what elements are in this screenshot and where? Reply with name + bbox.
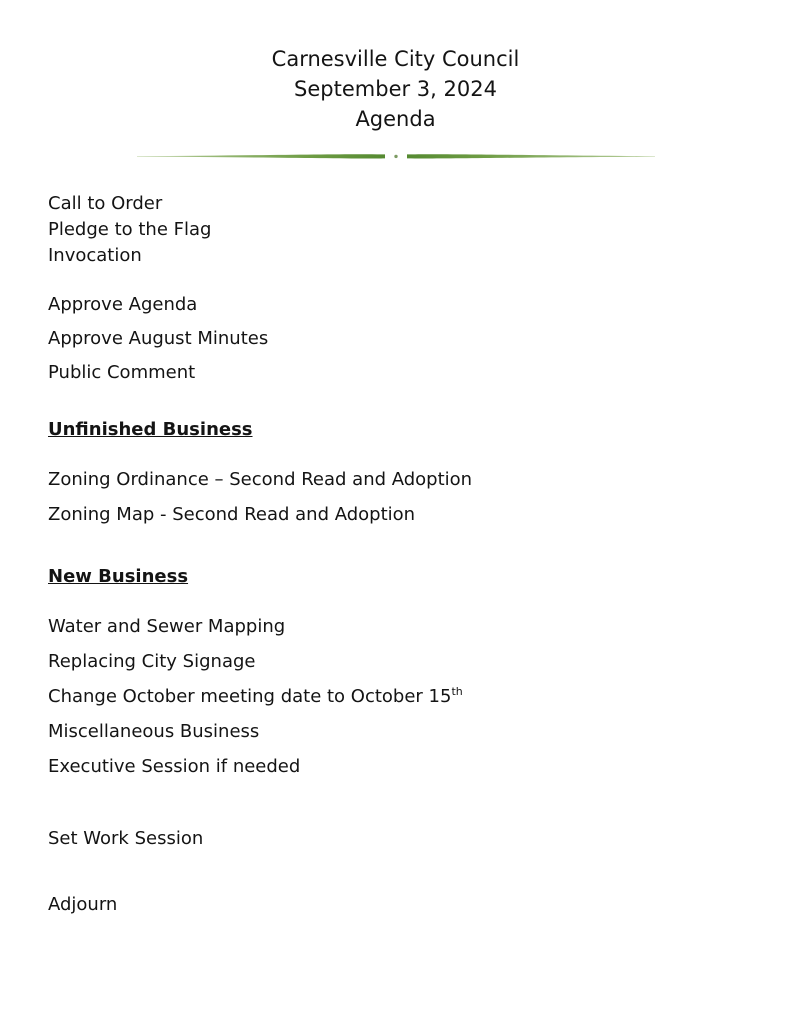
document-title: Carnesville City Council (271, 47, 520, 71)
section-heading-new-business: New Business (48, 566, 189, 587)
agenda-item-approve-agenda: Approve Agenda (48, 294, 198, 315)
agenda-item-pledge: Pledge to the Flag (48, 219, 212, 240)
section-heading-unfinished-business: Unfinished Business (48, 419, 253, 440)
agenda-item-call-to-order: Call to Order (48, 193, 163, 214)
agenda-body (48, 191, 743, 918)
document-date: September 3, 2024 (294, 77, 497, 101)
agenda-item-zoning-map: Zoning Map - Second Read and Adoption (48, 504, 416, 525)
document-header (0, 0, 791, 134)
agenda-item-water-sewer: Water and Sewer Mapping (48, 616, 286, 637)
agenda-item-zoning-ordinance: Zoning Ordinance – Second Read and Adoption (48, 469, 473, 490)
agenda-item-october-meeting-text: Change October meeting date to October 15 (48, 686, 452, 707)
divider-flourish-graphic (137, 152, 655, 161)
agenda-item-adjourn: Adjourn (48, 894, 118, 915)
opening-items-section (48, 191, 743, 269)
agenda-item-miscellaneous: Miscellaneous Business (48, 721, 260, 742)
agenda-item-public-comment: Public Comment (48, 362, 196, 383)
agenda-item-october-meeting (48, 684, 743, 710)
ordinal-superscript: th (451, 685, 463, 698)
document-subtitle: Agenda (355, 107, 436, 131)
agenda-item-set-work-session: Set Work Session (48, 828, 204, 849)
agenda-item-city-signage: Replacing City Signage (48, 651, 256, 672)
agenda-item-approve-minutes: Approve August Minutes (48, 328, 269, 349)
agenda-item-executive-session: Executive Session if needed (48, 756, 301, 777)
agenda-item-invocation: Invocation (48, 245, 142, 266)
decorative-divider (0, 152, 791, 161)
